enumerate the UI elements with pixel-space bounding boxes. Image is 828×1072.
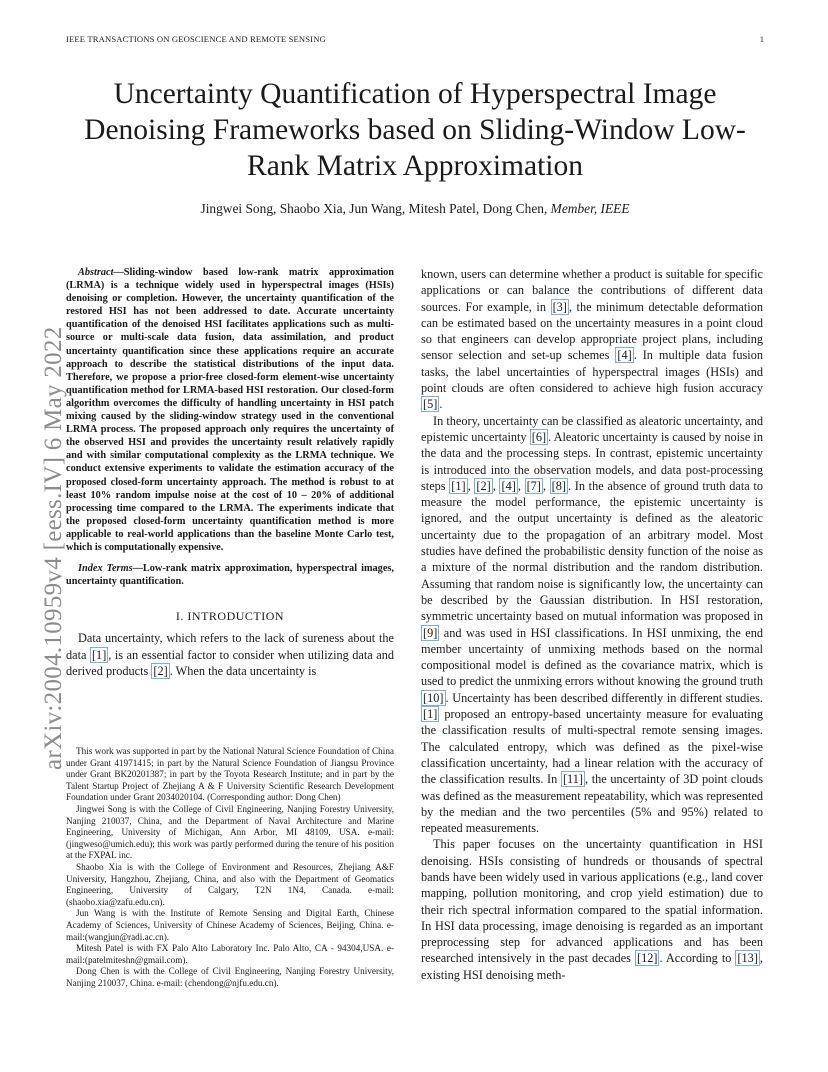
citation-link[interactable]: [11] (562, 772, 583, 787)
text-run: , (542, 478, 550, 493)
text-run: , the uncertainty of 3D point clouds was defined as the measurement repeatability, which was represented by the median and the two percentiles (5% and 95%) related to repeated measurements. (421, 772, 763, 836)
abstract (66, 266, 394, 554)
body-paragraph (421, 266, 763, 413)
citation-link[interactable]: [3] (552, 299, 567, 314)
text-run: , existing HSI denoising meth- (421, 951, 763, 982)
running-head: IEEE TRANSACTIONS ON GEOSCIENCE AND REMOTE SENSING (66, 34, 326, 44)
footnote-affiliation: Jun Wang is with the Institute of Remote Sensing and Digital Earth, Chinese Academy of Sciences, University of Chinese Academy of Sciences, Beijing, China. e-mail:(wangjun@radi.ac.cn). (66, 908, 394, 942)
body-paragraph (421, 413, 763, 837)
author-names: Jingwei Song, Shaobo Xia, Jun Wang, Mitesh Patel, Dong Chen, (200, 201, 548, 216)
citation-link[interactable]: [9] (423, 625, 438, 640)
citation-link[interactable]: [1] (451, 478, 466, 493)
citation-link[interactable]: [6] (531, 429, 547, 444)
citation-link[interactable]: [10] (423, 690, 444, 705)
abstract-text: —Sliding-window based low-rank matrix approximation (LRMA) is a technique widely used in hyperspectral images (HSIs) denoising or completion. However, the uncertainty quantification of the restored HSI has not been addressed to date. Accurate uncertainty quantification of the denoised HSI facilitates applications such as multi-source or multi-scale data fusion, data assimilation, and product uncertainty quantification since these applications require an accurate approach to describe the statistical distributions of the input data. Therefore, we propose a prior-free closed-form element-wise uncertainty quantification method for LRMA-based HSI restoration. Our closed-form algorithm overcomes the difficulty of handling uncertainty in HSI patch mixing caused by the sliding-window strategy used in the conventional LRMA process. The proposed approach only requires the uncertainty of the observed HSI and provides the uncertainty result relatively rapidly and with similar computational complexity as the LRMA technique. We conduct extensive experiments to validate the estimation accuracy of the proposed closed-form uncertainty approach. The method is robust to at least 10% random impulse noise at the cost of 10 – 20% of additional processing time compared to the LRMA. The experiments indicate that the proposed closed-form uncertainty quantification method is more applicable to real-world applications than the baseline Monte Carlo test, which is computationally expensive. (66, 267, 394, 553)
text-run: . When the data uncertainty is (169, 663, 317, 678)
citation-link[interactable]: [5] (423, 397, 438, 412)
citation-link[interactable]: [12] (636, 951, 658, 966)
abstract-lead: Abstract (78, 267, 114, 278)
footnote-affiliation: Mitesh Patel is with FX Palo Alto Laboratory Inc. Palo Alto, CA - 94304,USA. e-mail:(patelmiteshn@gmail.com). (66, 943, 394, 965)
footnote-funding: This work was supported in part by the National Natural Science Foundation of China under Grant 41971415; in part by the Natural Science Foundation of Jiangsu Province under Grant BK20201387; in part by the Toyota Research Institute; and in part by the Talent Startup Project of Zhejiang A & F University Scientific Research Development Foundation under Grant 2034020104. (Corresponding author: Dong Chen) (66, 746, 394, 803)
text-run: , (517, 478, 525, 493)
text-run: In theory, uncertainty can be classified as aleatoric uncertainty, and epistemic uncertainty (421, 413, 763, 444)
index-terms (66, 562, 394, 588)
footnote-affiliation: Shaobo Xia is with the College of Environment and Resources, Zhejiang A&F University, Hangzhou, Zhejiang, China, and also with the Department of Geomatics Engineering, University of Calgary, T2N 1N4, Canada. e-mail:(shaobo.xia@zafu.edu.cn). (66, 861, 394, 907)
arxiv-stamp: arXiv:2004.10959v4 [eess.IV] 6 May 2022 (40, 326, 67, 770)
text-run: , (492, 478, 500, 493)
citation-link[interactable]: [2] (153, 663, 168, 678)
footnotes (66, 746, 394, 989)
citation-link[interactable]: [13] (737, 951, 758, 966)
index-terms-text: —Low-rank matrix approximation, hyperspectral images, uncertainty quantification. (66, 563, 394, 588)
text-run: . In the absence of ground truth data to measure the model performance, the epistemic uncertainty is ignored, and the output uncertainty is defined as the aleatoric uncertainty due to the propagation of an arbitrary model. Most studies have defined the probabilistic density function of the noise as a mixture of the normal distribution and the random distribution. Assuming that random noise is significantly low, the uncertainty can be described by the Gaussian distribution. In HSI restoration, symmetric uncertainty based on mutual information was proposed in (421, 478, 763, 624)
text-run: Data uncertainty, which refers to the lack of sureness about the data (66, 631, 394, 662)
text-run: known, users can determine whether a product is suitable for specific applications or can balance the contributions of different data sources. For example, in (421, 267, 763, 314)
author-list (60, 201, 770, 217)
citation-link[interactable]: [1] (91, 647, 107, 662)
text-run: . In multiple data fusion tasks, the label uncertainties of hyperspectral images (HSIs) and point clouds are often considered to achieve high fusion accuracy (421, 348, 764, 396)
intro-paragraph (66, 630, 394, 679)
citation-link[interactable]: [4] (501, 478, 516, 493)
section-heading: I. INTRODUCTION (175, 609, 285, 624)
text-run: . Uncertainty has been described differently in different studies. (445, 690, 763, 705)
footnote-affiliation: Dong Chen is with the College of Civil Engineering, Nanjing Forestry University, Nanjing 210037, China. e-mail: (chendong@njfu.edu.cn). (66, 966, 394, 988)
paper-title: Uncertainty Quantification of Hyperspectral Image Denoising Frameworks based on Sliding-Window Low-Rank Matrix Approximation (84, 78, 746, 182)
citation-link[interactable]: [1] (423, 707, 438, 722)
text-run: and was used in HSI classifications. In HSI unmixing, the end member uncertainty of unmixing methods based on the normal compositional model is defined as the covariance matrix, which is used to predict the unmixing errors without knowing the ground truth (421, 625, 763, 689)
right-column (421, 266, 763, 983)
text-run: , (467, 478, 475, 493)
citation-link[interactable]: [2] (476, 478, 491, 493)
text-run: . According to (659, 951, 736, 966)
text-run: . (439, 397, 443, 412)
text-run: This paper focuses on the uncertainty quantification in HSI denoising. HSIs consisting of hundreds or thousands of spectral bands have been widely used in various applications (e.g., land cover mapping, pollution monitoring, and crop yield estimation) due to their rich spectral information compared to the spatial information. In HSI data processing, image denoising is regarded as an important preprocessing step for advanced applications and has been researched intensively in the past decades (421, 837, 763, 966)
citation-link[interactable]: [7] (526, 478, 541, 493)
citation-link[interactable]: [4] (617, 348, 632, 363)
text-run: proposed an entropy-based uncertainty measure for evaluating the classification results of multi-spectral remote sensing images. The calculated entropy, which was defined as the pixel-wise classification uncertainty, had a linear relation with the accuracy of the classification results. In (421, 707, 763, 787)
page-number: 1 (759, 34, 764, 44)
left-column (66, 266, 394, 679)
text-run: , the minimum detectable deformation can be estimated based on the uncertainty measures in a point cloud so that engineers can develop appropriate project plans, including sensor selection and set-up schemes (421, 299, 763, 363)
citation-link[interactable]: [8] (551, 478, 566, 493)
author-membership: Member, IEEE (550, 201, 630, 216)
text-run: . Aleatoric uncertainty is caused by noise in the data and the processing steps. In contrast, epistemic uncertainty is introduced into the observation models, and data post-processing steps (421, 429, 763, 493)
text-run: , is an essential factor to consider when utilizing data and derived products (66, 647, 394, 678)
index-terms-lead: Index Terms (78, 563, 133, 575)
body-paragraph (421, 836, 763, 983)
footnote-affiliation: Jingwei Song is with the College of Civil Engineering, Nanjing Forestry University, Nanjing 210037, China, and the Department of Naval Architecture and Marine Engineering, University of Michigan, Ann Arbor, MI 48109, USA. e-mail:(jingweso@umich.edu); this work was partly performed during the tenure of his position at the FXPAL inc. (66, 803, 394, 861)
